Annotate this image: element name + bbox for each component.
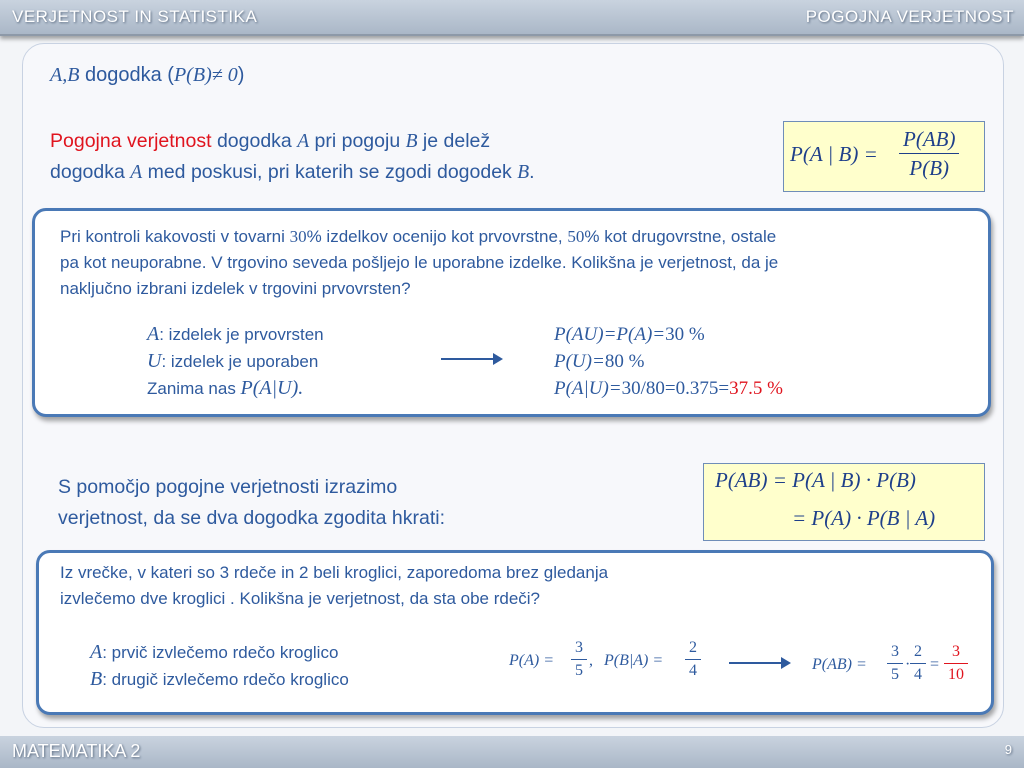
conditional-probability-formula — [783, 121, 985, 192]
frac-den: 5 — [575, 662, 583, 679]
course-title: VERJETNOST IN STATISTIKA — [12, 7, 258, 26]
frac-num: 2 — [910, 641, 926, 664]
event-desc: : izdelek je uporaben — [161, 352, 319, 371]
result-value: 30 % — [665, 324, 705, 345]
example2-problem — [60, 560, 608, 612]
ex2-line1: Iz vrečke, v kateri so 3 rdeče in 2 beli kroglici, zaporedoma brez gledanja — [60, 563, 609, 582]
result-expr: P(U)= — [554, 351, 605, 372]
ex1-line2: pa kot neuporabne. V trgovino seveda pošljejo le uporabne izdelke. Kolikšna je verjetnost, da je — [60, 253, 779, 272]
intro-condition: P(B)≠ 0 — [173, 64, 238, 86]
def-text: med poskusi, pri katerih se zgodi dogodek — [142, 161, 518, 183]
intro-line — [50, 64, 244, 87]
frac-den: 10 — [948, 666, 964, 683]
event-desc: : prvič izvlečemo rdečo kroglico — [102, 643, 339, 662]
section2-text — [58, 472, 445, 534]
ask-math: P(A|U). — [240, 377, 304, 399]
formula-denominator: P(B) — [909, 156, 950, 180]
frac-num: 3 — [887, 641, 903, 664]
joint-formula-line2: = P(A) · P(B | A) — [792, 506, 936, 530]
def-var: A — [297, 131, 310, 152]
frac-den: 4 — [914, 666, 922, 683]
result-value: 30/80=0.375= — [621, 378, 730, 399]
final-fraction — [944, 641, 968, 686]
separator: , — [589, 652, 593, 669]
ex1-number: 30 — [289, 227, 307, 246]
result-expr: P(AU)=P(A)= — [554, 324, 666, 345]
result-fraction — [887, 641, 903, 686]
header-bar — [0, 0, 1024, 36]
def-text: dogodka — [50, 161, 131, 183]
def-var: B — [405, 131, 418, 152]
frac-den: 4 — [689, 662, 697, 679]
event-desc: : izdelek je prvovrsten — [159, 325, 324, 344]
dot-operator: · — [905, 656, 911, 673]
event-var: U — [147, 350, 162, 372]
section2-line2: verjetnost, da se dva dogodka zgodita hkrati: — [58, 507, 445, 529]
intro-text: dogodka ( — [85, 64, 174, 86]
prob-fraction — [685, 637, 701, 682]
def-var: B — [517, 162, 530, 183]
example2-events — [90, 639, 349, 693]
ex2-line2: izvlečemo dve kroglici . Kolikšna je verjetnost, da sta obe rdeči? — [60, 589, 541, 608]
intro-vars: A,B — [50, 64, 80, 86]
frac-num: 3 — [944, 641, 968, 664]
frac-den: 5 — [891, 666, 899, 683]
prob-expr: P(A) = — [509, 652, 554, 669]
ex1-number: 50 — [567, 227, 585, 246]
example1-problem — [60, 224, 778, 302]
arrow-right-icon — [729, 662, 789, 664]
joint-formula-line1: P(AB) = P(A | B) · P(B) — [715, 468, 916, 492]
page-number: 9 — [1004, 742, 1012, 757]
example1-results — [554, 321, 783, 402]
definition-term: Pogojna verjetnost — [50, 130, 212, 152]
ex1-line3: naključno izbrani izdelek v trgovini prvovrsten? — [60, 279, 411, 298]
ex1-text: % kot drugovrstne, ostale — [584, 227, 777, 246]
formula-lhs: P(A | B) = — [790, 142, 878, 166]
arrow-right-icon — [441, 358, 501, 360]
equals-sign: = — [930, 656, 940, 673]
event-desc: : drugič izvlečemo rdečo kroglico — [102, 670, 349, 689]
result-expr: P(AB) = — [812, 656, 867, 673]
definition-text — [50, 126, 535, 188]
event-var: A — [147, 323, 160, 345]
def-var: A — [130, 162, 143, 183]
footer-course: MATEMATIKA 2 — [12, 741, 141, 761]
intro-close: ) — [237, 64, 245, 86]
ex1-text: Pri kontroli kakovosti v tovarni — [60, 227, 290, 246]
def-text: . — [529, 161, 535, 183]
event-var: A — [90, 641, 103, 663]
event-var: B — [90, 668, 103, 690]
ex1-text: % izdelkov ocenijo kot prvovrstne, — [306, 227, 568, 246]
section-title: POGOJNA VERJETNOST — [805, 7, 1014, 26]
ask-text: Zanima nas — [147, 379, 241, 398]
frac-num: 2 — [685, 637, 701, 660]
prob-expr: P(B|A) = — [604, 652, 664, 669]
result-fraction — [910, 641, 926, 686]
section2-line1: S pomočjo pogojne verjetnosti izrazimo — [58, 476, 398, 498]
def-text: pri pogoju — [309, 130, 406, 152]
joint-probability-formula — [703, 463, 985, 541]
formula-fraction — [899, 125, 959, 182]
def-text: dogodka — [211, 130, 298, 152]
result-expr: P(A|U)= — [554, 378, 622, 399]
footer-bar — [0, 736, 1024, 768]
final-result: 37.5 % — [729, 378, 783, 399]
prob-fraction — [571, 637, 587, 682]
def-text: je delež — [417, 130, 491, 152]
frac-num: 3 — [571, 637, 587, 660]
result-value: 80 % — [604, 351, 645, 372]
formula-numerator: P(AB) — [899, 125, 959, 154]
example1-events — [147, 321, 324, 402]
